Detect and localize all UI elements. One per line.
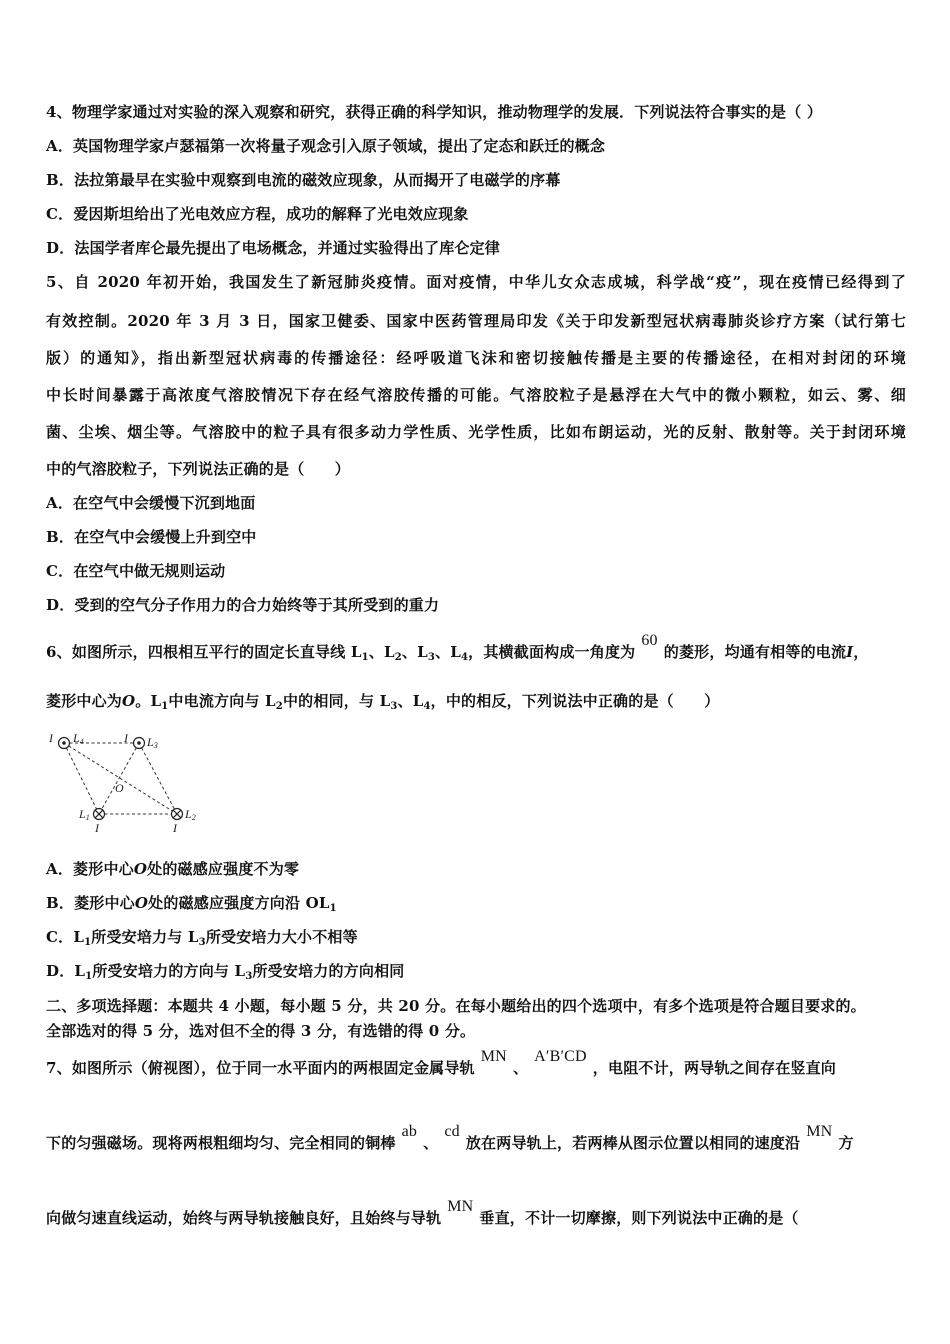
formula-mn-3: MN bbox=[447, 1198, 474, 1215]
q4-option-c: C．爱因斯坦给出了光电效应方程，成功的解释了光电效应现象 bbox=[46, 205, 469, 223]
wire-l4-dot-icon bbox=[59, 738, 70, 749]
q6-option-a: A．菱形中心O处的磁感应强度不为零 bbox=[46, 860, 300, 878]
q7-stem-line-2: 下的匀强磁场。现将两根粗细均匀、完全相同的铜棒ab、cd放在两导轨上，若两棒从图示位置以相同的速度沿MN方 bbox=[46, 1123, 854, 1152]
label-i-l4: I bbox=[49, 731, 53, 745]
formula-abcd: A′B′CD bbox=[534, 1048, 587, 1065]
q5-stem-line-1: 5、自 2020 年初开始，我国发生了新冠肺炎疫情。面对疫情，中华儿女众志成城，科学战“疫”，现在疫情已经得到了 bbox=[46, 273, 906, 291]
formula-mn: MN bbox=[480, 1048, 507, 1065]
label-i-l1: I bbox=[95, 821, 99, 835]
q7-stem-line-3: 向做匀速直线运动，始终与两导轨接触良好，且始终与导轨MN垂直，不计一切摩擦，则下列说法中正确的是（ bbox=[46, 1198, 799, 1227]
label-i-l3: I bbox=[124, 731, 128, 745]
section2-instructions-line-2: 全部选对的得 5 分，选对但不全的得 3 分，有选错的得 0 分。 bbox=[46, 1022, 476, 1040]
q5-stem-line-3: 版）的通知》，指出新型冠状病毒的传播途径：经呼吸道飞沫和密切接触传播是主要的传播途径，在相对封闭的环境 bbox=[46, 349, 906, 367]
section2-instructions-line-1: 二、多项选择题：本题共 4 小题，每小题 5 分，共 20 分。在每小题给出的四个选项中，有多个选项是符合题目要求的。 bbox=[46, 997, 866, 1015]
q6-stem-line-2: 菱形中心为O。$L_1$中电流方向与 $L_2$中的相同，与 $L_3$、$L_4$，中的相反，下列说法中正确的是（ ） bbox=[46, 692, 720, 712]
formula-mn-2: MN bbox=[806, 1123, 833, 1140]
q5-stem-line-4: 中长时间暴露于高浓度气溶胶情况下存在经气溶胶传播的可能。气溶胶粒子是悬浮在大气中的微小颗粒，如云、雾、细 bbox=[46, 386, 906, 404]
label-l1: L1 bbox=[79, 807, 90, 822]
rhombus-diagonal-short bbox=[99, 743, 139, 814]
q5-option-c: C．在空气中做无规则运动 bbox=[46, 562, 226, 580]
q5-stem-line-2: 有效控制。2020 年 3 月 3 日，国家卫健委、国家中医药管理局印发《关于印发新型冠状病毒肺炎诊疗方案（试行第七 bbox=[46, 312, 906, 330]
q6-option-c: C．$L_1$所受安培力与 $L_3$所受安培力大小不相等 bbox=[46, 928, 358, 948]
q5-stem-line-6: 中的气溶胶粒子，下列说法正确的是（ ） bbox=[46, 460, 351, 478]
wire-l1-cross-icon bbox=[94, 809, 105, 820]
q4-option-b: B．法拉第最早在实验中观察到电流的磁效应现象，从而揭开了电磁学的序幕 bbox=[46, 171, 561, 189]
q5-stem-line-5: 菌、尘埃、烟尘等。气溶胶中的粒子具有很多动力学性质、光学性质，比如布朗运动，光的反射、散射等。关于封闭环境 bbox=[46, 423, 906, 441]
q7-stem-line-1: 7、如图所示（俯视图），位于同一水平面内的两根固定金属导轨MN、A′B′CD，电阻不计，两导轨之间存在竖直向 bbox=[46, 1048, 836, 1077]
label-l4: L4 bbox=[73, 731, 84, 746]
q4-stem: 4、物理学家通过对实验的深入观察和研究，获得正确的科学知识，推动物理学的发展．下列说法符合事实的是（ ） bbox=[46, 103, 823, 121]
rhombus-right-edge bbox=[139, 743, 177, 814]
q6-option-d: D．$L_1$所受安培力的方向与 $L_3$所受安培力的方向相同 bbox=[46, 962, 405, 982]
formula-ab: ab bbox=[401, 1123, 418, 1140]
wire-l2-cross-icon bbox=[172, 809, 183, 820]
q4-option-a: A．英国物理学家卢瑟福第一次将量子观念引入原子领域，提出了定态和跃迁的概念 bbox=[46, 137, 606, 155]
q5-option-b: B．在空气中会缓慢上升到空中 bbox=[46, 528, 257, 546]
label-l3: L3 bbox=[147, 735, 158, 750]
formula-cd: cd bbox=[444, 1123, 460, 1140]
label-o: O bbox=[115, 781, 124, 795]
wire-l3-dot-icon bbox=[134, 738, 145, 749]
rhombus-left-edge bbox=[64, 743, 99, 814]
q6-option-b: B．菱形中心O处的磁感应强度方向沿 $OL_1$ bbox=[46, 894, 337, 914]
q6-stem-line-1: 6、如图所示，四根相互平行的固定长直导线 $L_1$、$L_2$、$L_3$、$L_4$，其横截面构成一角度为60的菱形，均通有相等的电流I， bbox=[46, 632, 869, 663]
rhombus-wire-figure bbox=[44, 726, 214, 841]
label-l2: L2 bbox=[185, 807, 196, 822]
label-i-l2: I bbox=[173, 821, 177, 835]
angle-60-formula: 60 bbox=[641, 632, 658, 649]
q5-option-a: A．在空气中会缓慢下沉到地面 bbox=[46, 494, 256, 512]
q5-option-d: D．受到的空气分子作用力的合力始终等于其所受到的重力 bbox=[46, 596, 440, 614]
q4-option-d: D．法国学者库仑最先提出了电场概念，并通过实验得出了库仑定律 bbox=[46, 239, 501, 257]
